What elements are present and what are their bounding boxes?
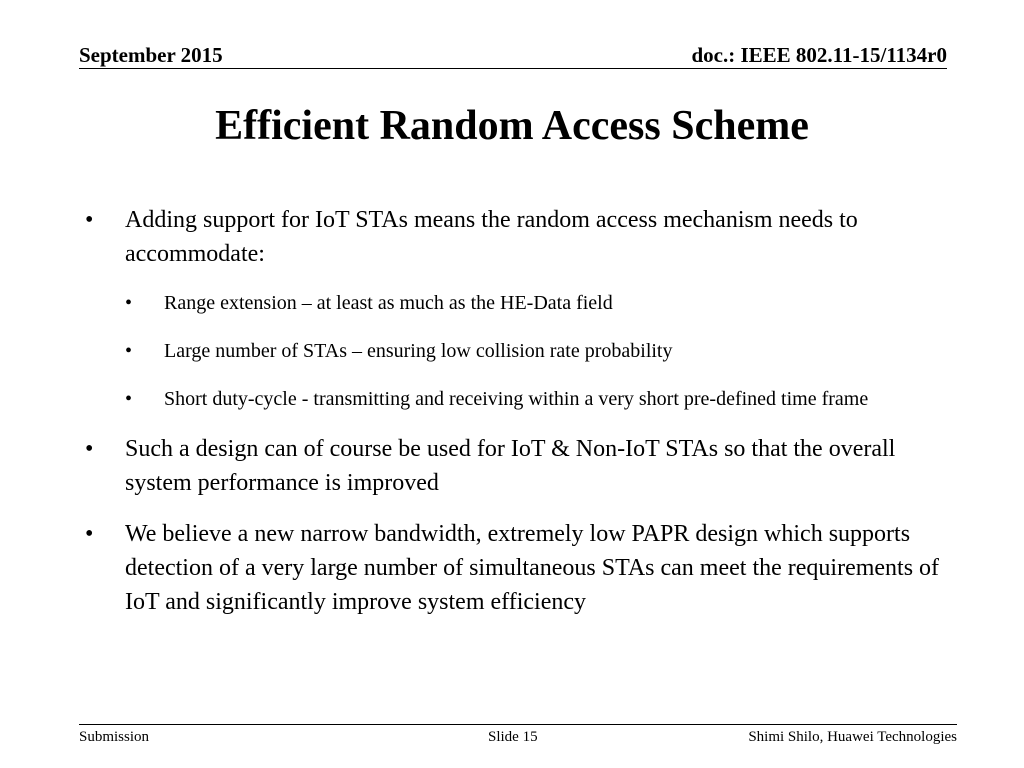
- sub-bullet-item: [125, 384, 945, 414]
- header-divider: [79, 68, 947, 69]
- slide-body: [85, 203, 945, 636]
- bullet-dot: •: [125, 340, 133, 362]
- bullet-dot: •: [125, 292, 133, 314]
- bullet-text: We believe a new narrow bandwidth, extremely low PAPR design which supports detection of a very large number of simultaneous STAs can meet the requirements of IoT and significantly improve system efficiency: [125, 521, 940, 615]
- bullet-text: Adding support for IoT STAs means the random access mechanism needs to accommodate:: [125, 207, 858, 267]
- header-date: September 2015: [79, 43, 223, 67]
- slide-title: Efficient Random Access Scheme: [215, 103, 809, 149]
- sub-bullet-item: [125, 288, 945, 318]
- bullet-dot: •: [85, 207, 94, 233]
- bullet-dot: •: [85, 521, 94, 547]
- footer-author: Shimi Shilo, Huawei Technologies: [748, 729, 957, 745]
- bullet-text: Such a design can of course be used for IoT & Non-IoT STAs so that the overall system performance is improved: [125, 436, 896, 496]
- footer-submission: Submission: [79, 729, 150, 745]
- sub-bullet-text: Short duty-cycle - transmitting and receiving within a very short pre-defined time frame: [164, 388, 869, 410]
- header-doc-id: doc.: IEEE 802.11-15/1134r0: [691, 43, 947, 67]
- sub-bullet-text: Large number of STAs – ensuring low collision rate probability: [164, 340, 673, 362]
- sub-bullet-item: [125, 336, 945, 366]
- bullet-dot: •: [85, 436, 94, 462]
- bullet-item: [85, 203, 945, 271]
- bullet-dot: •: [125, 388, 133, 410]
- footer-slide-number: Slide 15: [488, 729, 538, 745]
- footer-divider: [79, 724, 957, 725]
- bullet-item: [85, 432, 945, 500]
- sub-bullet-text: Range extension – at least as much as the HE-Data field: [164, 292, 613, 314]
- bullet-item: [85, 517, 945, 619]
